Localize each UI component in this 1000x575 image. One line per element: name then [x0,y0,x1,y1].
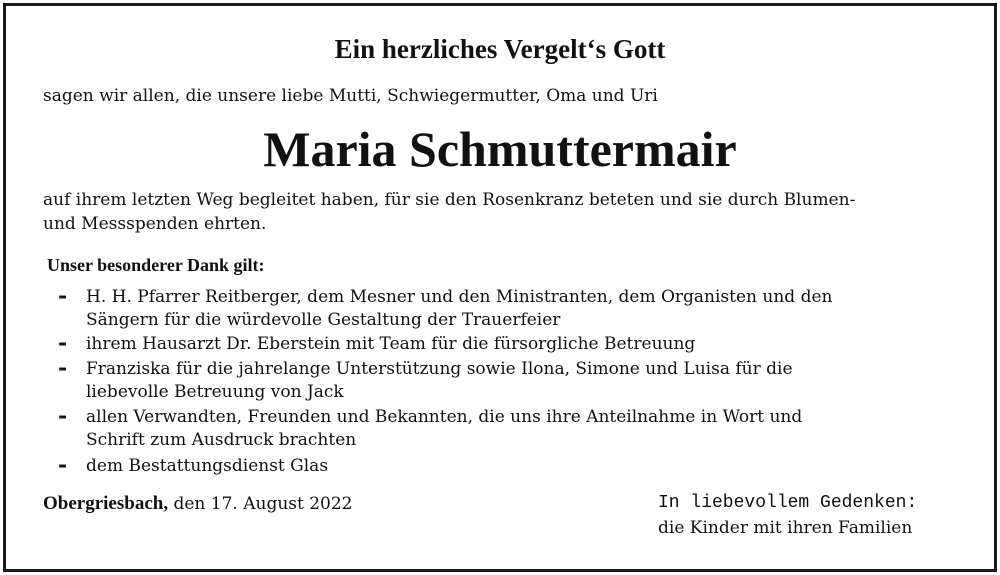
thanks-item-4-line-1: allen Verwandten, Freunden und Bekannten, die uns ihre Anteilnahme in Wort und [86,407,803,427]
date: den 17. August 2022 [168,494,353,514]
thanks-item-1-line-1: H. H. Pfarrer Reitberger, dem Mesner und den Ministranten, dem Organisten und den [86,287,833,307]
dash-bullet: - [58,403,68,429]
deceased-name: Maria Schmuttermair [263,121,737,177]
thanks-item-3-line-1: Franziska für die jahrelange Unterstützung sowie Ilona, Simone und Luisa für die [86,359,793,379]
thanks-item-3-line-2: liebevolle Betreuung von Jack [86,382,344,402]
body-text-line-1: auf ihrem letzten Weg begleitet haben, für sie den Rosenkranz beteten und sie durch Blumen- [43,190,856,210]
thanks-item-5-line-1: dem Bestattungsdienst Glas [86,456,329,476]
dash-bullet: - [58,330,68,356]
closing-line-2: die Kinder mit ihren Familien [658,518,913,538]
thanks-item-1-line-2: Sängern für die würdevolle Gestaltung der Trauerfeier [86,310,561,330]
notice-heading: Ein herzliches Vergelt‘s Gott [334,34,666,64]
body-text-line-2: und Messspenden ehrten. [43,214,267,234]
closing-line-1: In liebevollem Gedenken: [658,493,918,513]
thanks-item-2-line-1: ihrem Hausarzt Dr. Eberstein mit Team für die fürsorgliche Betreuung [86,334,696,354]
dash-bullet: - [58,283,68,309]
dash-bullet: - [58,355,68,381]
dash-bullet: - [58,452,68,478]
place: Obergriesbach, [43,493,169,514]
intro-text: sagen wir allen, die unsere liebe Mutti, Schwiegermutter, Oma und Uri [43,86,658,106]
place-date [43,493,353,515]
thanks-heading: Unser besonderer Dank gilt: [47,255,265,275]
thanks-item-4-line-2: Schrift zum Ausdruck brachten [86,430,357,450]
